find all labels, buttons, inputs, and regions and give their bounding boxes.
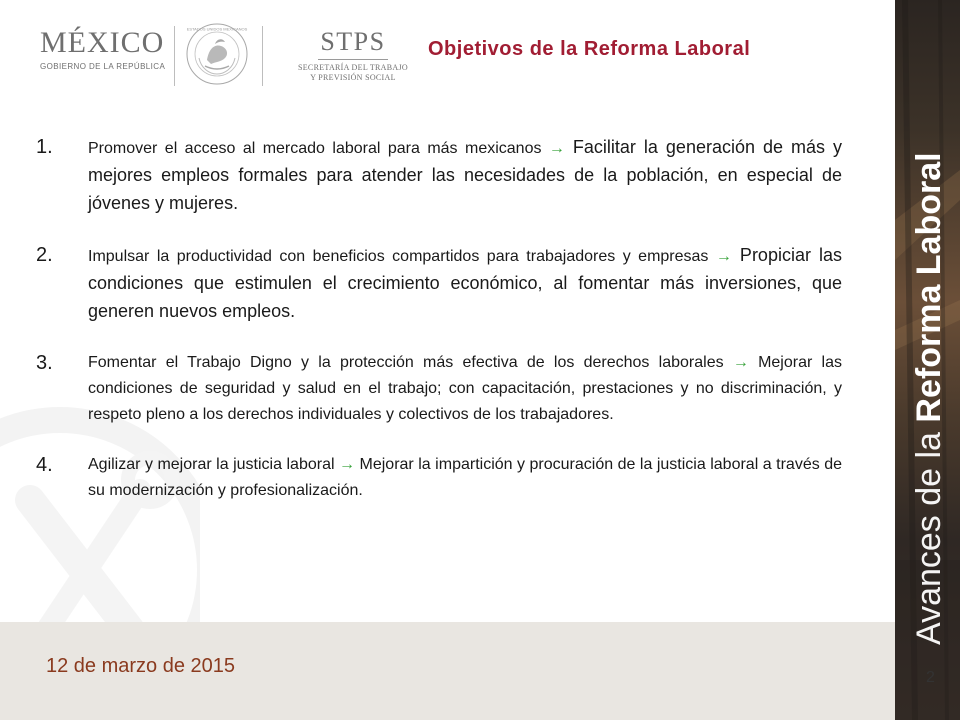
objectives-list (36, 134, 842, 528)
mexican-coat-of-arms-icon (185, 22, 249, 86)
item-lead: Agilizar y mejorar la justicia laboral (88, 456, 340, 473)
footer-date: 12 de marzo de 2015 (46, 655, 236, 677)
item-lead: Fomentar el Trabajo Digno y la protección más efectiva de los derechos laborales (88, 354, 733, 371)
sidebar-title-light: Avances de la (910, 422, 948, 645)
logo-mexico-name: MÉXICO (40, 26, 165, 59)
header-divider (262, 26, 263, 86)
item-result: Mejorar las condiciones de seguridad y salud en el trabajo; con capacitación, prestaciones y no discriminación, y respeto pleno a los derechos individuales y colectivos de los trabajadores. (88, 354, 843, 423)
arrow-right-icon: → (715, 248, 732, 265)
logo-stps-line1: SECRETARÍA DEL TRABAJO (298, 63, 408, 72)
item-number: 2. (36, 244, 53, 266)
logo-mexico-subtitle: GOBIERNO DE LA REPÚBLICA (40, 62, 166, 71)
arrow-right-icon: → (732, 354, 749, 371)
item-number: 3. (36, 352, 53, 374)
page-number: 2 (926, 669, 935, 686)
list-item (36, 242, 842, 326)
item-result: Propiciar las condiciones que estimulen el crecimiento económico, al fomentar más inversiones, que generen nuevos empleos. (88, 245, 842, 321)
header-divider (174, 26, 175, 86)
item-lead: Impulsar la productividad con beneficios compartidos para trabajadores y empresas (88, 248, 716, 265)
logo-stps-name: STPS (320, 27, 386, 56)
item-lead: Promover el acceso al mercado laboral para más mexicanos (88, 140, 549, 157)
header (0, 0, 895, 110)
list-item (36, 452, 842, 504)
page-title: Objetivos de la Reforma Laboral (428, 38, 751, 60)
logo-stps-rule (318, 59, 388, 60)
item-text (88, 242, 842, 326)
item-number: 1. (36, 136, 53, 158)
item-text (88, 134, 842, 218)
list-item (36, 134, 842, 218)
logo-mexico (40, 28, 165, 71)
seal-text: ESTADOS UNIDOS MEXICANOS (186, 26, 248, 32)
logo-stps-line2: Y PREVISIÓN SOCIAL (310, 73, 396, 82)
list-item (36, 350, 842, 428)
sidebar-title-bold: Reforma Laboral (910, 152, 948, 423)
logo-stps (298, 28, 408, 83)
item-result: Facilitar la generación de más y mejores empleos formales para atender las necesidades de la población, en especial de jóvenes y mujeres. (88, 137, 843, 213)
arrow-right-icon: → (548, 140, 565, 157)
item-text (88, 452, 842, 504)
arrow-right-icon: → (339, 456, 356, 473)
item-number: 4. (36, 454, 53, 476)
item-text (88, 350, 842, 428)
sidebar-title (910, 152, 949, 645)
item-result: Mejorar la impartición y procuración de la justicia laboral a través de su modernización y profesionalización. (88, 456, 842, 499)
